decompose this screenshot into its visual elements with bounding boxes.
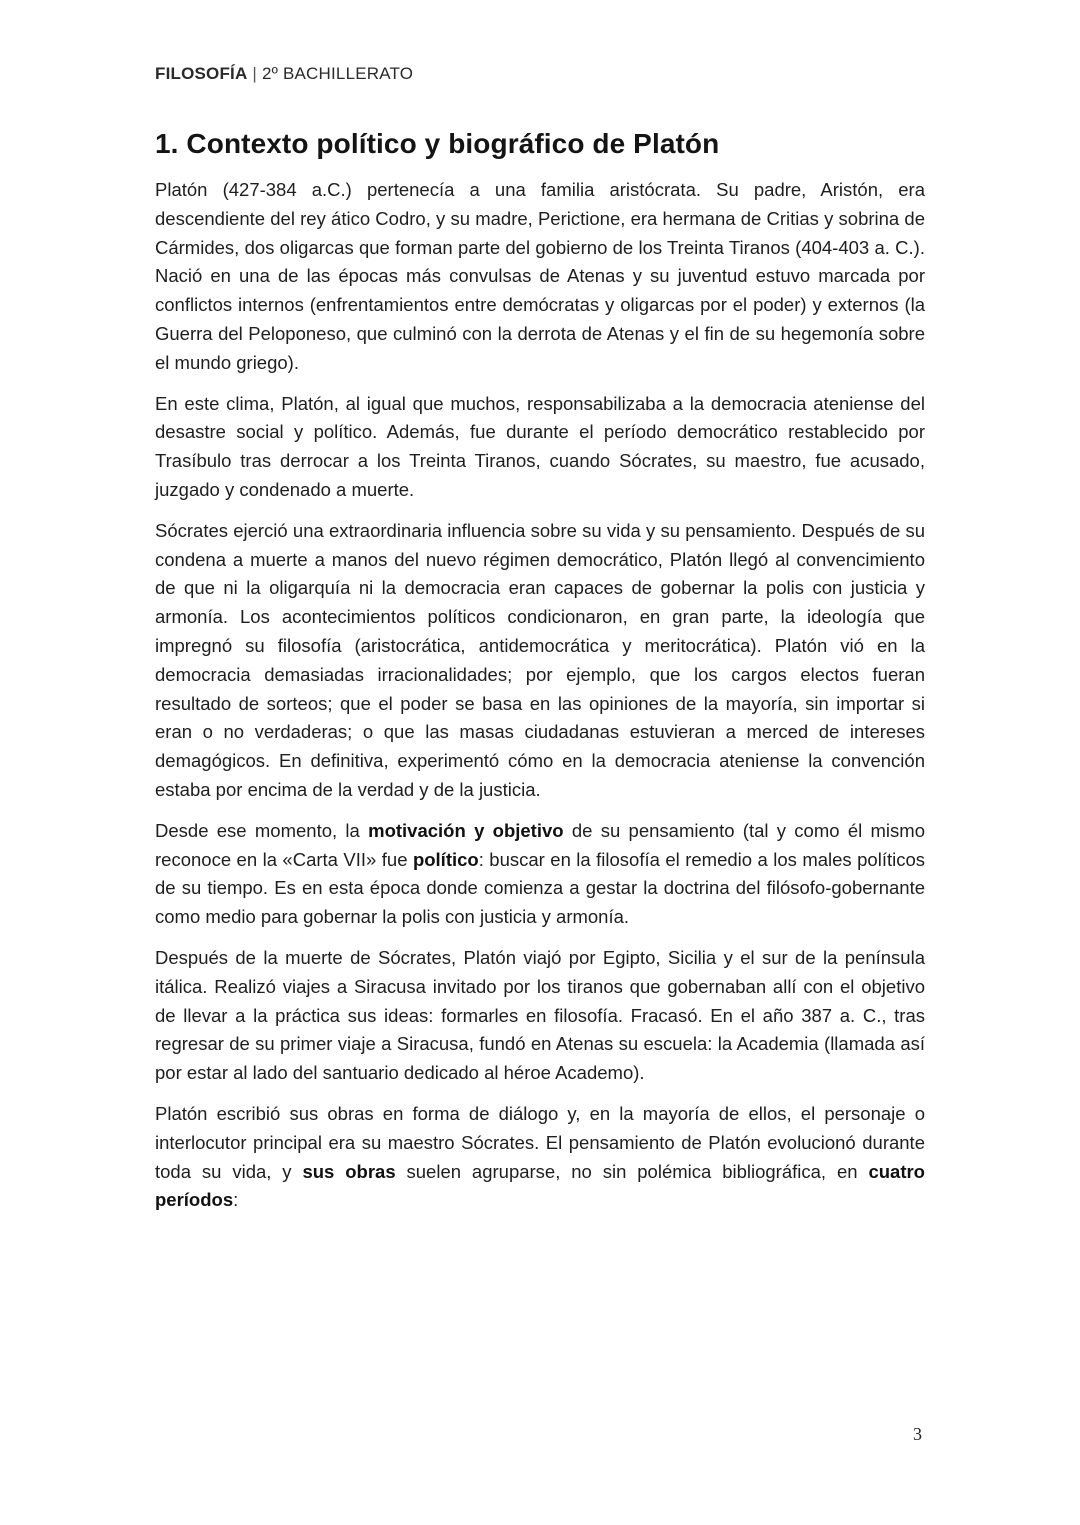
body-text bbox=[155, 176, 925, 1227]
paragraph-5: Después de la muerte de Sócrates, Platón viajó por Egipto, Sicilia y el sur de la península itálica. Realizó viajes a Siracusa invitado por los tiranos que gobernaban allí con el objetivo de llevar a la práctica sus ideas: formarles en filosofía. Fracasó. En el año 387 a. C., tras regresar de su primer viaje a Siracusa, fundó en Atenas su escuela: la Academia (llamada así por estar al lado del santuario dedicado al héroe Academo). bbox=[155, 946, 925, 1084]
paragraph-6-bold-2: cuatro períodos bbox=[155, 1160, 925, 1211]
paragraph-4-text-3: : buscar en la filosofía el remedio a los males políticos de su tiempo. Es en esta época donde comienza a gestar la doctrina del filósofo-gobernante como medio para gobernar la polis con justicia y armonía. bbox=[155, 848, 926, 928]
paragraph-4-text-2: de su pensamiento (tal y como él mismo reconoce en la «Carta VII» fue bbox=[155, 819, 925, 870]
paragraph-6-text-1: Platón escribió sus obras en forma de diálogo y, en la mayoría de ellos, el personaje o interlocutor principal era su maestro Sócrates. El pensamiento de Platón evolucionó durante toda su vida, y bbox=[155, 1102, 925, 1182]
paragraph-4 bbox=[155, 817, 925, 932]
header-subject: FILOSOFÍA bbox=[155, 64, 248, 83]
paragraph-6-text-3: : bbox=[233, 1189, 239, 1211]
paragraph-4-bold-2: político bbox=[412, 848, 479, 870]
paragraph-6-text-2: suelen agruparse, no sin polémica bibliográfica, en bbox=[395, 1160, 869, 1182]
paragraph-4-bold-1: motivación y objetivo bbox=[368, 819, 564, 841]
page-number: 3 bbox=[913, 1424, 922, 1444]
running-header bbox=[155, 64, 413, 84]
paragraph-6-bold-1: sus obras bbox=[302, 1160, 396, 1182]
paragraph-2: En este clima, Platón, al igual que muchos, responsabilizaba a la democracia ateniense del desastre social y político. Además, fue durante el período democrático restablecido por Trasíbulo tras derrocar a los Treinta Tiranos, cuando Sócrates, su maestro, fue acusado, juzgado y condenado a muerte. bbox=[155, 392, 925, 500]
section-title: 1. Contexto político y biográfico de Platón bbox=[155, 128, 720, 159]
paragraph-4-text-1: Desde ese momento, la bbox=[155, 819, 369, 841]
header-level: 2º BACHILLERATO bbox=[261, 64, 414, 83]
paragraph-1: Platón (427-384 a.C.) pertenecía a una familia aristócrata. Su padre, Aristón, era descendiente del rey ático Codro, y su madre, Perictione, era hermana de Critias y sobrina de Cármides, dos oligarcas que forman parte del gobierno de los Treinta Tiranos (404-403 a. C.). Nació en una de las épocas más convulsas de Atenas y su juventud estuvo marcada por conflictos internos (enfrentamientos entre demócratas y oligarcas por el poder) y externos (la Guerra del Peloponeso, que culminó con la derrota de Atenas y el fin de su hegemonía sobre el mundo griego). bbox=[155, 179, 925, 373]
header-separator: | bbox=[252, 64, 258, 83]
paragraph-3: Sócrates ejerció una extraordinaria influencia sobre su vida y su pensamiento. Después de su condena a muerte a manos del nuevo régimen democrático, Platón llegó al convencimiento de que ni la oligarquía ni la democracia eran capaces de gobernar la polis con justicia y armonía. Los acontecimientos políticos condicionaron, en gran parte, la ideología que impregnó su filosofía (aristocrática, antidemocrática y meritocrática). Platón vió en la democracia demasiadas irracionalidades; por ejemplo, que los cargos electos fueran resultado de sorteos; que el poder se basa en las opiniones de la mayoría, sin importar si eran o no verdaderas; o que las masas ciudadanas estuvieran a merced de intereses demagógicos. En definitiva, experimentó cómo en la democracia ateniense la convención estaba por encima de la verdad y de la justicia. bbox=[155, 519, 925, 800]
paragraph-6 bbox=[155, 1100, 925, 1215]
